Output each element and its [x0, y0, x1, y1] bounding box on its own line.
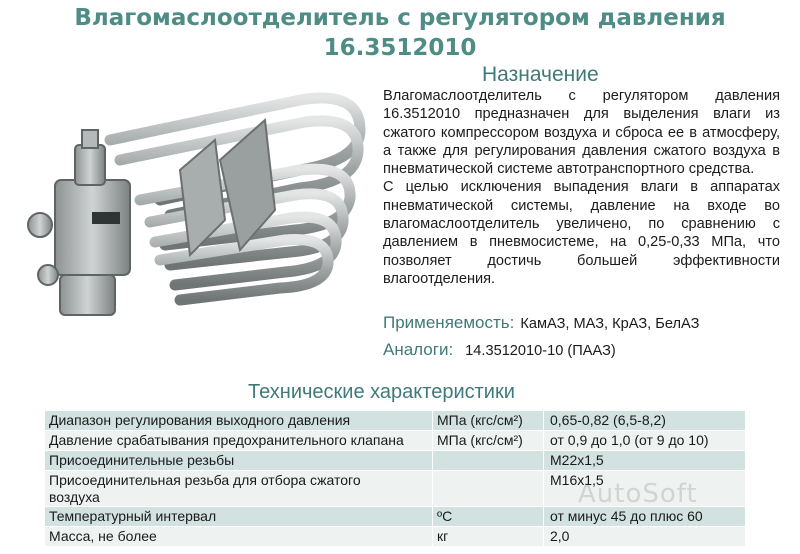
analogs-label: Аналоги: — [383, 340, 454, 359]
watermark: AutoSoft — [578, 479, 698, 509]
purpose-heading: Назначение — [482, 63, 599, 86]
spec-name: Присоединительные резьбы — [49, 452, 235, 468]
spec-unit: кг — [437, 528, 449, 544]
applicability-value: КамАЗ, МАЗ, КрАЗ, БелАЗ — [520, 316, 700, 332]
spec-name: Присоединительная резьба для отбора сжатого воздуха — [49, 472, 361, 505]
spec-value: от минус 45 до плюс 60 — [550, 508, 703, 524]
spec-unit: МПа (кгс/см²) — [437, 432, 523, 448]
spec-value: от 0,9 до 1,0 (от 9 до 10) — [550, 432, 709, 448]
table-row — [45, 450, 745, 470]
analogs — [383, 340, 616, 360]
table-row — [45, 526, 745, 546]
purpose-paragraph: С целью исключения выпадения влаги в аппаратах пневматической системы, давление на входе во влагомаслоотделитель увеличено, по сравнению с давлением в пневмосистеме, на 0,25-0,33 МПа, что позволяет достичь большей эффективности влагоотделения. — [383, 179, 780, 287]
spec-name: Температурный интервал — [49, 508, 217, 524]
spec-value: 0,65-0,82 (6,5-8,2) — [550, 412, 666, 428]
spec-name: Диапазон регулирования выходного давления — [49, 412, 351, 428]
table-row — [45, 430, 745, 450]
analogs-value: 14.3512010-10 (ПААЗ) — [465, 343, 616, 359]
spec-name: Масса, не более — [49, 528, 157, 544]
table-row — [45, 410, 745, 430]
spec-name: Давление срабатывания предохранительного клапана — [49, 432, 404, 448]
spec-value: 2,0 — [550, 528, 570, 544]
specs-heading: Технические характеристики — [248, 381, 515, 403]
purpose-description — [383, 87, 780, 288]
table-row — [45, 506, 745, 526]
product-photo — [0, 60, 380, 360]
applicability — [383, 313, 699, 333]
spec-value: М16х1,5 — [550, 472, 604, 488]
spec-unit: МПа (кгс/см²) — [437, 412, 523, 428]
applicability-label: Применяемость: — [383, 313, 515, 332]
spec-unit: ºС — [437, 508, 453, 524]
part-number-title: 16.3512010 — [323, 35, 477, 61]
spec-value: М22х1,5 — [550, 452, 604, 468]
purpose-paragraph: Влагомаслоотделитель с регулятором давления 16.3512010 предназначен для выделения влаги из сжатого компрессором воздуха и сброса ее в атмосферу, а также для регулирования давления сжатого воздуха в пневматической системе автотранспортного средства. — [383, 88, 780, 178]
page-title: Влагомаслоотделитель с регулятором давления — [74, 5, 726, 31]
specs-table — [45, 410, 745, 546]
